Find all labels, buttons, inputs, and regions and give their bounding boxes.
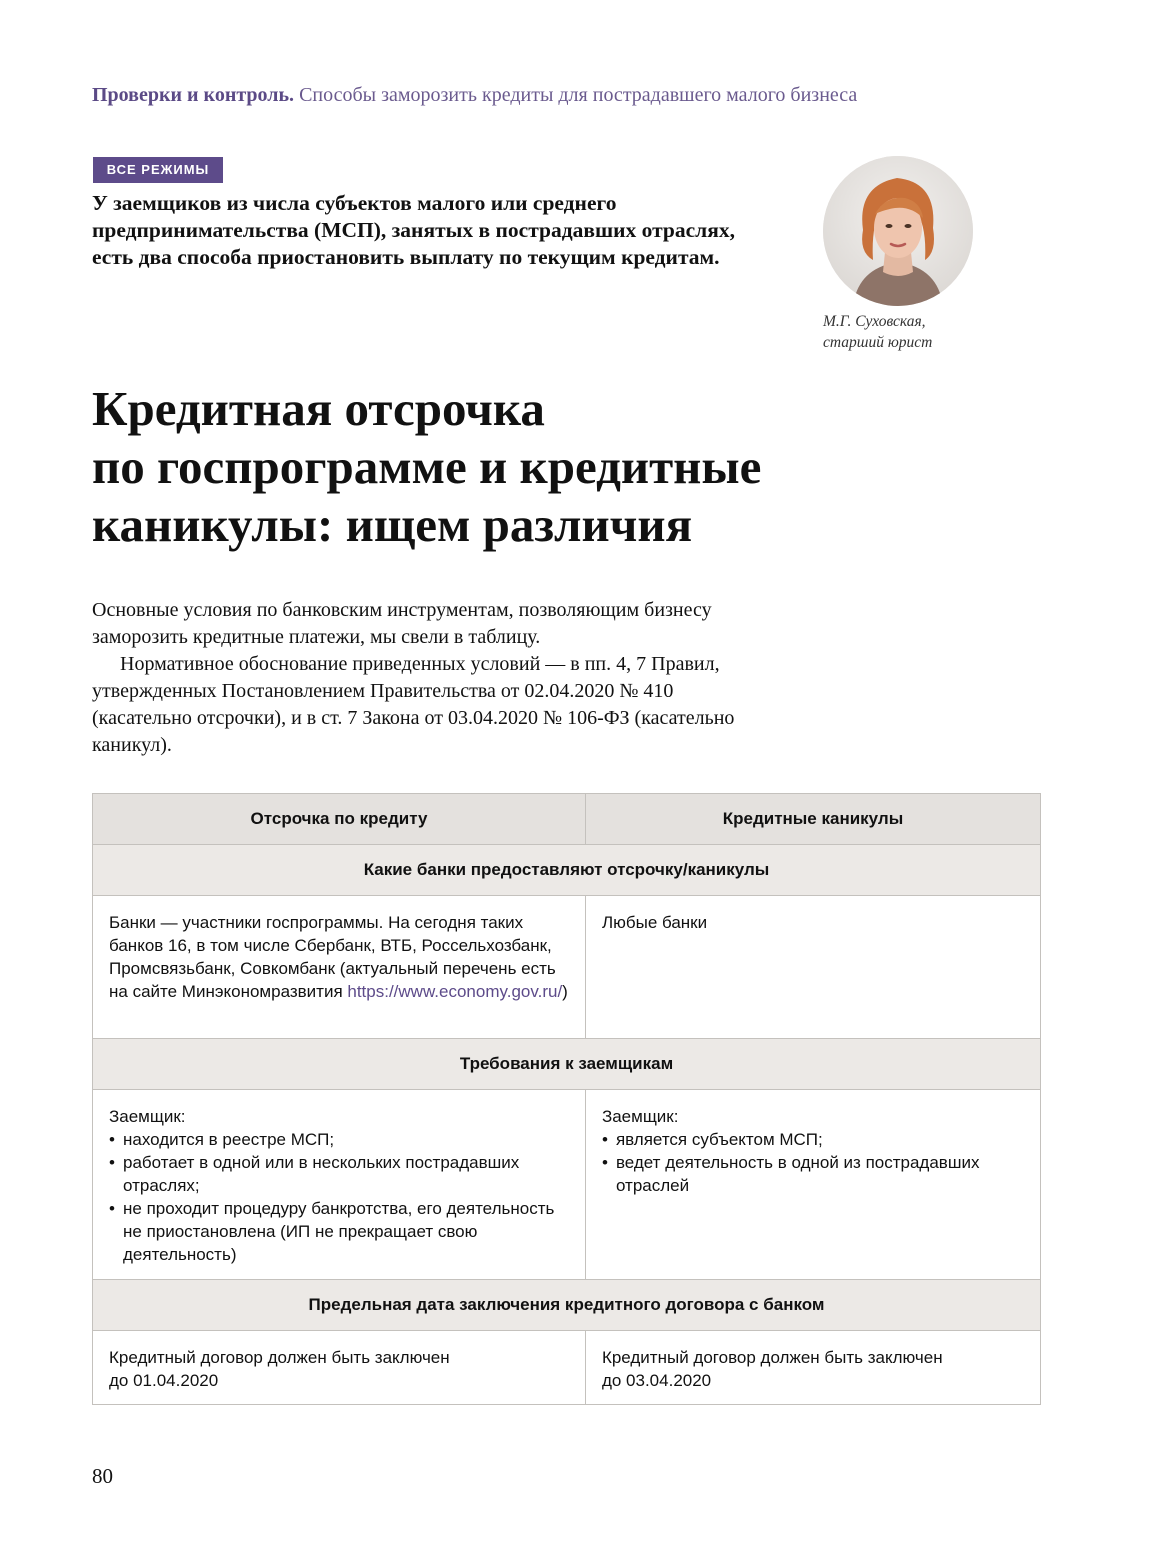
table-header-row bbox=[93, 794, 1041, 845]
table-row-banks bbox=[93, 896, 1041, 1039]
section-row-deadline bbox=[93, 1280, 1041, 1331]
section-title-requirements: Требования к заемщикам bbox=[93, 1039, 1041, 1090]
title-line-2: по госпрограмме и кредитные bbox=[92, 439, 762, 494]
section-title-deadline: Предельная дата заключения кредитного договора с банком bbox=[93, 1280, 1041, 1331]
author-role: старший юрист bbox=[823, 334, 933, 351]
lead-paragraph: У заемщиков из числа субъектов малого или среднего предпринимательства (МСП), занятых в пострадавших отраслях, есть два способа приостановить выплату по текущим кредитам. bbox=[92, 191, 736, 269]
section-row-banks bbox=[93, 845, 1041, 896]
column-header-holidays: Кредитные каникулы bbox=[585, 794, 1040, 845]
list-item: • работает в одной или в нескольких пострадавших отраслях; bbox=[109, 1151, 569, 1197]
requirements-deferral-list bbox=[109, 1128, 569, 1266]
requirements-deferral-intro: Заемщик: bbox=[109, 1107, 186, 1126]
title-line-1: Кредитная отсрочка bbox=[92, 381, 545, 436]
title-line-3: каникулы: ищем различия bbox=[92, 497, 693, 552]
article-title bbox=[92, 380, 1092, 554]
table-row-deadline bbox=[93, 1331, 1041, 1405]
list-item: • ведет деятельность в одной из пострадавших отраслей bbox=[602, 1151, 1024, 1197]
author-name: М.Г. Суховская, bbox=[823, 313, 926, 330]
column-header-deferral: Отсрочка по кредиту bbox=[93, 794, 586, 845]
intro-paragraph-2: Нормативное обоснование приведенных условий — в пп. 4, 7 Правил, утвержденных Постановлением Правительства от 02.04.2020 № 410 (касательно отсрочки), и в ст. 7 Закона от 03.04.2020 № 106-ФЗ (касательно каникул). bbox=[92, 653, 735, 756]
cell-requirements-deferral bbox=[93, 1090, 586, 1280]
category-tag: ВСЕ РЕЖИМЫ bbox=[93, 157, 223, 183]
intro-paragraph-1: Основные условия по банковским инструментам, позволяющим бизнесу заморозить кредитные платежи, мы свели в таблицу. bbox=[92, 599, 712, 648]
list-item: • находится в реестре МСП; bbox=[109, 1128, 569, 1151]
table-row-requirements bbox=[93, 1090, 1041, 1280]
author-portrait-icon bbox=[823, 156, 973, 306]
running-header-section: Проверки и контроль. bbox=[92, 84, 295, 106]
requirements-holidays-list bbox=[602, 1128, 1024, 1197]
comparison-table bbox=[92, 793, 1041, 1405]
page-number: 80 bbox=[92, 1464, 113, 1488]
cell-requirements-holidays bbox=[585, 1090, 1040, 1280]
banks-deferral-text-end: ) bbox=[562, 982, 568, 1001]
cell-banks-holidays: Любые банки bbox=[585, 896, 1040, 1039]
cell-deadline-holidays: Кредитный договор должен быть заключен до 03.04.2020 bbox=[585, 1331, 1040, 1405]
banks-deferral-text: Банки — участники госпрограммы. На сегодня таких банков 16, в том числе Сбербанк, ВТБ, Россельхозбанк, Промсвязьбанк, Совкомбанк (актуальный перечень есть на сайте Минэкономразвития bbox=[109, 913, 556, 1001]
running-header-topic: Способы заморозить кредиты для пострадавшего малого бизнеса bbox=[299, 84, 858, 106]
author-caption bbox=[823, 311, 932, 353]
list-item: • является субъектом МСП; bbox=[602, 1128, 1024, 1151]
running-header bbox=[92, 84, 857, 107]
economy-gov-link[interactable]: https://www.economy.gov.ru/ bbox=[347, 982, 563, 1001]
list-item: • не проходит процедуру банкротства, его деятельность не приостановлена (ИП не прекращает свою деятельность) bbox=[109, 1197, 569, 1266]
cell-deadline-deferral: Кредитный договор должен быть заключен до 01.04.2020 bbox=[93, 1331, 586, 1405]
section-title-banks: Какие банки предоставляют отсрочку/каникулы bbox=[93, 845, 1041, 896]
cell-banks-deferral bbox=[93, 896, 586, 1039]
author-photo bbox=[823, 156, 973, 306]
requirements-holidays-intro: Заемщик: bbox=[601, 1107, 679, 1126]
section-row-requirements bbox=[93, 1039, 1041, 1090]
intro-text bbox=[92, 597, 772, 759]
